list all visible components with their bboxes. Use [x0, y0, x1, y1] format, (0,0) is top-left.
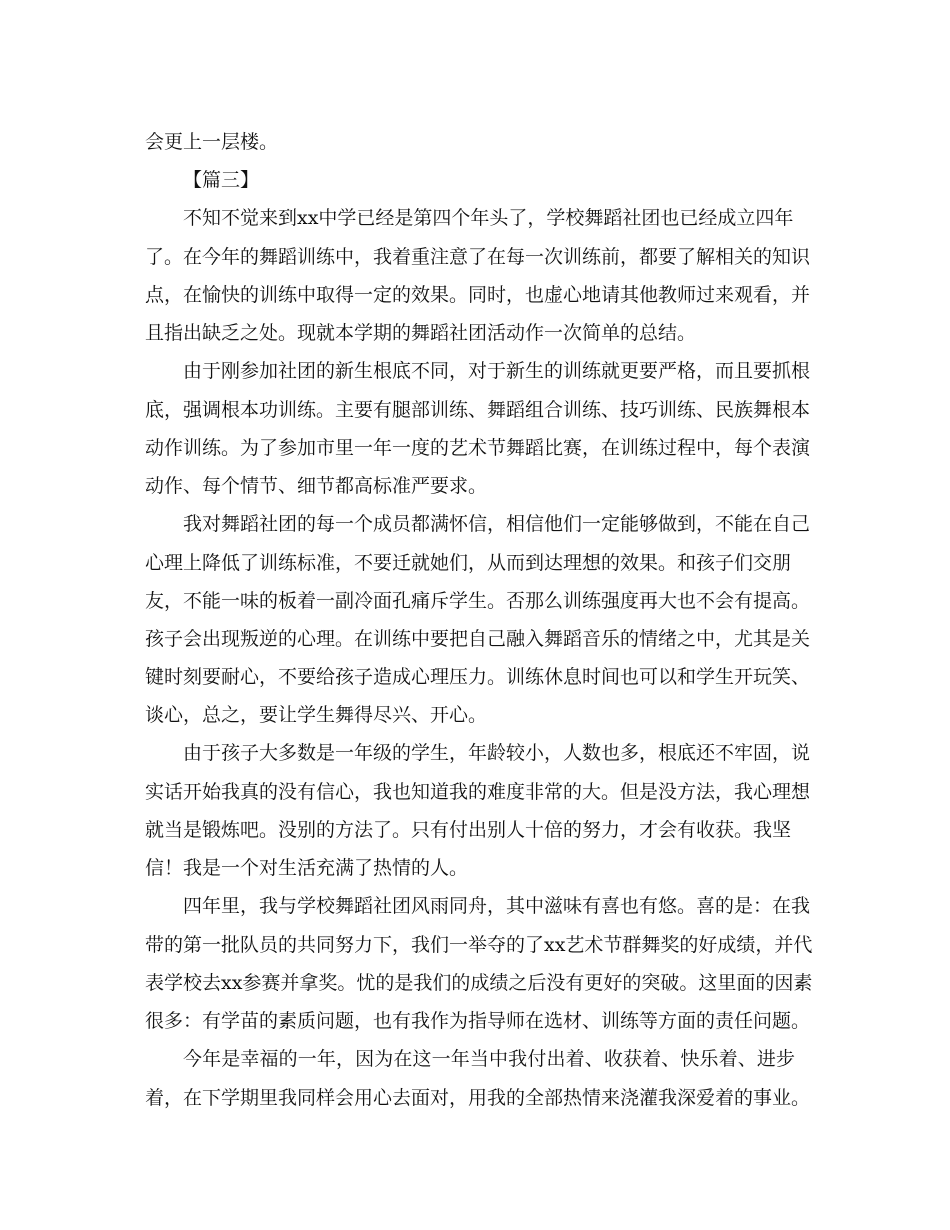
paragraph-line: 底，强调根本功训练。主要有腿部训练、舞蹈组合训练、技巧训练、民族舞根本 [145, 399, 811, 421]
paragraph-line: 带的第一批队员的共同努力下，我们一举夺的了xx艺术节群舞奖的好成绩，并代 [145, 934, 813, 956]
paragraph-line: 信！我是一个对生活充满了热情的人。 [145, 857, 469, 879]
paragraph-line: 着，在下学期里我同样会用心去面对，用我的全部热情来浇灌我深爱着的事业。 [145, 1087, 811, 1109]
paragraph-line: 且指出缺乏之处。现就本学期的舞蹈社团活动作一次简单的总结。 [145, 322, 697, 344]
paragraph-line: 键时刻要耐心，不要给孩子造成心理压力。训练休息时间也可以和学生开玩笑、 [145, 666, 811, 688]
paragraph-line: 今年是幸福的一年，因为在这一年当中我付出着、收获着、快乐着、进步 [183, 1048, 795, 1070]
section-heading: 【篇三】 [183, 169, 260, 191]
paragraph-line: 心理上降低了训练标准，不要迁就她们，从而到达理想的效果。和孩子们交朋 [145, 552, 792, 574]
paragraph-line: 动作训练。为了参加市里一年一度的艺术节舞蹈比赛，在训练过程中，每个表演 [145, 437, 811, 459]
paragraph-line: 点，在愉快的训练中取得一定的效果。同时，也虚心地请其他教师过来观看，并 [145, 284, 811, 306]
paragraph-line: 不知不觉来到xx中学已经是第四个年头了，学校舞蹈社团也已经成立四年 [183, 207, 794, 229]
paragraph-line: 友，不能一味的板着一副冷面孔痛斥学生。否那么训练强度再大也不会有提高。 [145, 590, 811, 612]
paragraph-line: 表学校去xx参赛并拿奖。忧的是我们的成绩之后没有更好的突破。这里面的因素 [145, 972, 813, 994]
paragraph-line: 我对舞蹈社团的每一个成员都满怀信，相信他们一定能够做到，不能在自己 [183, 513, 811, 535]
text-line: 会更上一层楼。 [145, 131, 279, 153]
paragraph-line: 由于孩子大多数是一年级的学生，年龄较小，人数也多，根底还不牢固，说 [183, 742, 811, 764]
paragraph-line: 四年里，我与学校舞蹈社团风雨同舟，其中滋味有喜也有悠。喜的是：在我 [183, 895, 811, 917]
paragraph-line: 孩子会出现叛逆的心理。在训练中要把自己融入舞蹈音乐的情绪之中，尤其是关 [145, 628, 811, 650]
paragraph-line: 动作、每个情节、细节都高标准严要求。 [145, 475, 488, 497]
paragraph-line: 谈心，总之，要让学生舞得尽兴、开心。 [145, 704, 488, 726]
paragraph-line: 由于刚参加社团的新生根底不同，对于新生的训练就更要严格，而且要抓根 [183, 360, 811, 382]
paragraph-line: 了。在今年的舞蹈训练中，我着重注意了在每一次训练前，都要了解相关的知识 [145, 246, 811, 268]
paragraph-line: 实话开始我真的没有信心，我也知道我的难度非常的大。但是没方法，我心理想 [145, 781, 811, 803]
paragraph-line: 就当是锻炼吧。没别的方法了。只有付出别人十倍的努力，才会有收获。我坚 [145, 819, 792, 841]
paragraph-line: 很多：有学苗的素质问题，也有我作为指导师在选材、训练等方面的责任问题。 [145, 1010, 811, 1032]
